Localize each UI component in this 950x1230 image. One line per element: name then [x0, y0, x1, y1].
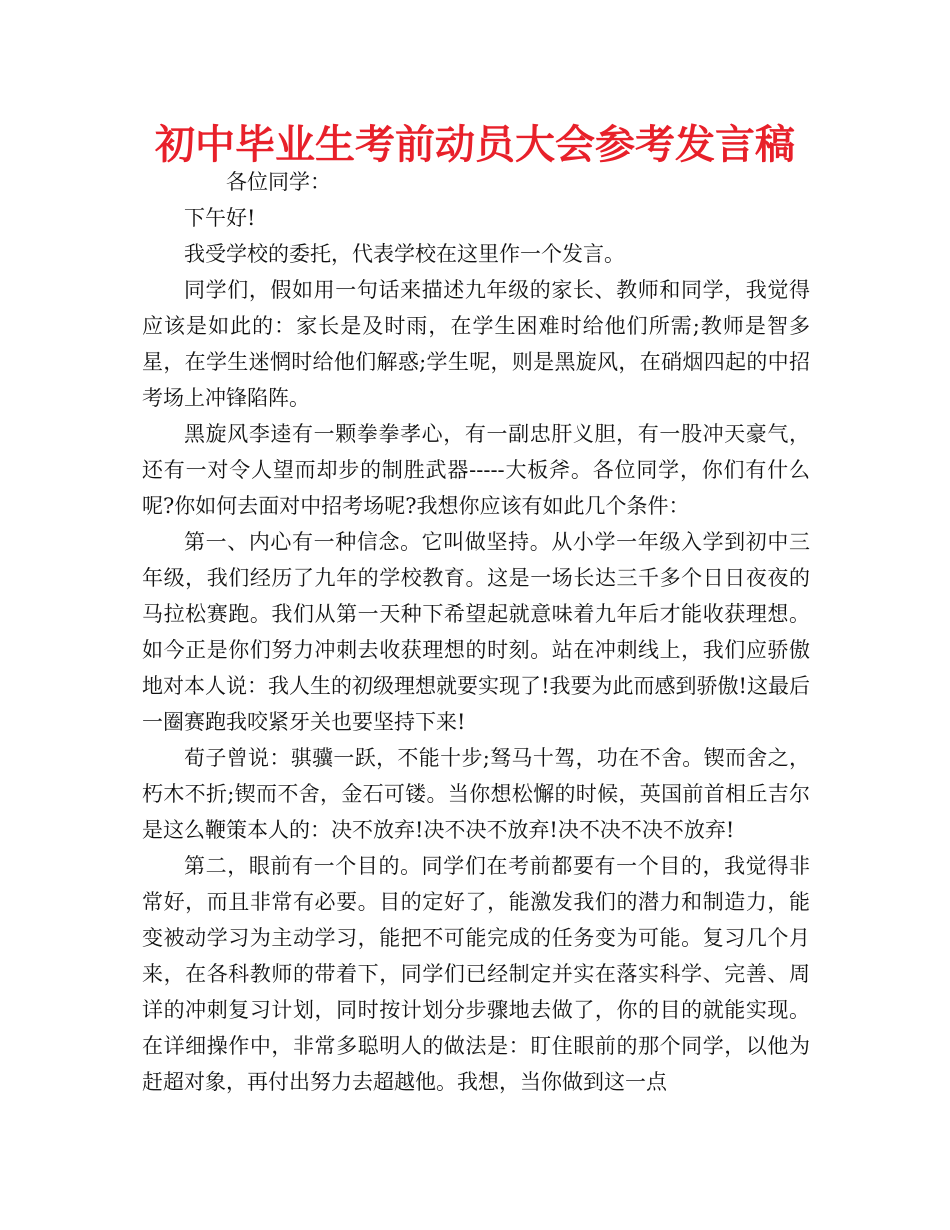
greeting-paragraph: 下午好! [184, 206, 256, 230]
body-paragraph: 荀子曾说：骐骥一跃，不能十步;驽马十驾，功在不舍。锲而舍之，朽木不折;锲而不舍，金石可镂。当你想松懈的时候，英国前首相丘吉尔是这么鞭策本人的：决不放弃!决不决不放弃!决不决不决不放弃! [142, 746, 810, 842]
body-paragraph: 第一、内心有一种信念。它叫做坚持。从小学一年级入学到初中三年级，我们经历了九年的学校教育。这是一场长达三千多个日日夜夜的马拉松赛跑。我们从第一天种下希望起就意味着九年后才能收获理想。如今正是你们努力冲刺去收获理想的时刻。站在冲刺线上，我们应骄傲地对本人说：我人生的初级理想就要实现了!我要为此而感到骄傲!这最后一圈赛跑我咬紧牙关也要坚持下来! [142, 530, 810, 734]
document-body [142, 164, 810, 1100]
body-paragraph: 黑旋风李逵有一颗拳拳孝心，有一副忠肝义胆，有一股冲天豪气，还有一对令人望而却步的制胜武器-----大板斧。各位同学，你们有什么呢?你如何去面对中招考场呢?我想你应该有如此几个条件： [142, 422, 810, 518]
body-paragraph: 我受学校的委托，代表学校在这里作一个发言。 [184, 242, 625, 266]
body-paragraph: 同学们，假如用一句话来描述九年级的家长、教师和同学，我觉得应该是如此的：家长是及时雨，在学生困难时给他们所需;教师是智多星，在学生迷惘时给他们解惑;学生呢，则是黑旋风，在硝烟四起的中招考场上冲锋陷阵。 [142, 278, 810, 410]
page-title: 初中毕业生考前动员大会参考发言稿 [155, 122, 795, 168]
salutation-paragraph: 各位同学： [226, 170, 331, 194]
body-paragraph: 第二，眼前有一个目的。同学们在考前都要有一个目的，我觉得非常好，而且非常有必要。目的定好了，能激发我们的潜力和制造力，能变被动学习为主动学习，能把不可能完成的任务变为可能。复习几个月来，在各科教师的带着下，同学们已经制定并实在落实科学、完善、周详的冲刺复习计划，同时按计划分步骤地去做了，你的目的就能实现。在详细操作中，非常多聪明人的做法是：盯住眼前的那个同学，以他为赶超对象，再付出努力去超越他。我想，当你做到这一点 [142, 854, 810, 1094]
